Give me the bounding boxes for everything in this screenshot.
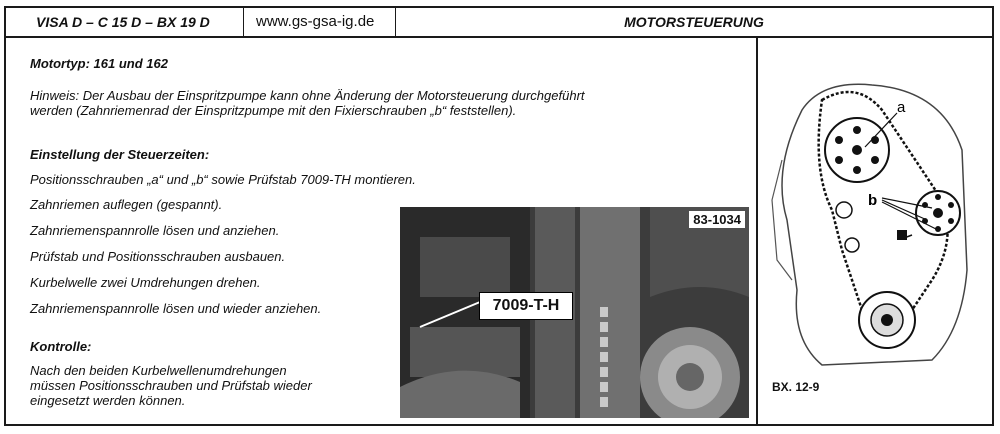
header-section: MOTORSTEUERUNG <box>624 14 764 30</box>
timing-step-2: Zahnriemen auflegen (gespannt). <box>30 197 223 212</box>
timing-step-6: Zahnriemenspannrolle lösen und wieder anziehen. <box>30 301 322 316</box>
timing-belt-diagram <box>762 70 982 375</box>
timing-step-1: Positionsschrauben „a“ und „b“ sowie Prüfstab 7009-TH montieren. <box>30 172 416 187</box>
note-line-2: werden (Zahnriemenrad der Einspritzpumpe mit den Fixierschrauben „b“ feststellen). <box>30 103 517 118</box>
control-heading: Kontrolle: <box>30 339 92 354</box>
note-line-1: Hinweis: Der Ausbau der Einspritzpumpe kann ohne Änderung der Motorsteuerung durchgeführt <box>30 88 585 103</box>
control-line-1: Nach den beiden Kurbelwellenumdrehungen <box>30 363 287 378</box>
control-line-2: müssen Positionsschrauben und Prüfstab wieder <box>30 378 312 393</box>
photo-number: 83-1034 <box>689 211 745 228</box>
timing-step-3: Zahnriemenspannrolle lösen und anziehen. <box>30 223 280 238</box>
label-b: b <box>868 192 878 209</box>
figure-label: BX. 12-9 <box>772 380 820 394</box>
header-website: www.gs-gsa-ig.de <box>244 8 396 36</box>
control-line-3: eingesetzt werden können. <box>30 393 186 408</box>
timing-heading: Einstellung der Steuerzeiten: <box>30 147 210 162</box>
timing-step-4: Prüfstab und Positionsschrauben ausbauen. <box>30 249 286 264</box>
engine-type: Motortyp: 161 und 162 <box>30 56 168 71</box>
header-bar <box>6 8 992 38</box>
column-divider <box>756 38 758 426</box>
engine-photo <box>400 207 749 418</box>
tool-label: 7009-T-H <box>479 292 573 320</box>
timing-step-5: Kurbelwelle zwei Umdrehungen drehen. <box>30 275 261 290</box>
header-models: VISA D – C 15 D – BX 19 D <box>6 8 244 36</box>
label-a: a <box>897 99 906 116</box>
